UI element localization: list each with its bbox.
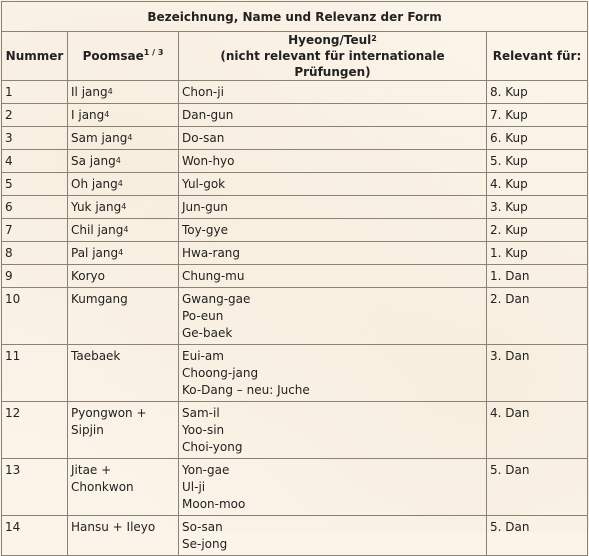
table-row bbox=[2, 402, 588, 459]
poomsae-footnote: 4 bbox=[121, 202, 127, 211]
table-row bbox=[2, 265, 588, 288]
cell-nummer: 13 bbox=[2, 459, 68, 516]
cell-poomsae bbox=[68, 242, 179, 265]
poomsae-footnote: 4 bbox=[118, 248, 124, 257]
cell-relevant: 7. Kup bbox=[487, 104, 588, 127]
cell-hyeong bbox=[179, 150, 487, 173]
cell-nummer: 6 bbox=[2, 196, 68, 219]
cell-nummer: 1 bbox=[2, 81, 68, 104]
cell-relevant: 3. Kup bbox=[487, 196, 588, 219]
poomsae-name: Sam jang bbox=[71, 131, 128, 145]
cell-hyeong bbox=[179, 402, 487, 459]
poomsae-name: Pal jang bbox=[71, 246, 119, 260]
hyeong-name: Toy-gye bbox=[182, 223, 228, 237]
cell-nummer: 14 bbox=[2, 516, 68, 556]
cell-nummer: 11 bbox=[2, 345, 68, 402]
cell-hyeong bbox=[179, 242, 487, 265]
header-relevant: Relevant für: bbox=[487, 32, 588, 81]
cell-hyeong bbox=[179, 127, 487, 150]
header-hyeong-note: (nicht relevant für internationale Prüfungen) bbox=[220, 49, 445, 79]
cell-poomsae bbox=[68, 127, 179, 150]
cell-hyeong bbox=[179, 173, 487, 196]
cell-relevant: 3. Dan bbox=[487, 345, 588, 402]
poomsae-name: Taebaek bbox=[71, 349, 121, 363]
table-row bbox=[2, 459, 588, 516]
cell-nummer: 9 bbox=[2, 265, 68, 288]
hyeong-name: So-san bbox=[182, 520, 223, 534]
hyeong-name: Do-san bbox=[182, 131, 225, 145]
cell-poomsae bbox=[68, 150, 179, 173]
hyeong-name: Yoo-sin bbox=[182, 423, 225, 437]
hyeong-name: Moon-moo bbox=[182, 497, 246, 511]
hyeong-name: Se-jong bbox=[182, 537, 228, 551]
header-hyeong-footnote: 2 bbox=[371, 34, 377, 43]
cell-poomsae bbox=[68, 345, 179, 402]
cell-nummer: 8 bbox=[2, 242, 68, 265]
poomsae-name: Koryo bbox=[71, 269, 105, 283]
cell-hyeong bbox=[179, 288, 487, 345]
cell-hyeong bbox=[179, 81, 487, 104]
cell-nummer: 2 bbox=[2, 104, 68, 127]
table-row bbox=[2, 345, 588, 402]
hyeong-name: Jun-gun bbox=[182, 200, 228, 214]
table-row bbox=[2, 127, 588, 150]
forms-table bbox=[1, 1, 588, 556]
poomsae-name: Chil jang bbox=[71, 223, 124, 237]
cell-hyeong bbox=[179, 196, 487, 219]
hyeong-name: Ge-baek bbox=[182, 326, 233, 340]
hyeong-name: Choong-jang bbox=[182, 366, 259, 380]
table-body bbox=[2, 81, 588, 556]
cell-nummer: 4 bbox=[2, 150, 68, 173]
table-row bbox=[2, 288, 588, 345]
hyeong-name: Chung-mu bbox=[182, 269, 245, 283]
header-nummer: Nummer bbox=[2, 32, 68, 81]
poomsae-footnote: 4 bbox=[107, 87, 113, 96]
table-row bbox=[2, 104, 588, 127]
hyeong-name: Chon-ji bbox=[182, 85, 224, 99]
table-row bbox=[2, 150, 588, 173]
hyeong-name: Ul-ji bbox=[182, 480, 206, 494]
cell-nummer: 12 bbox=[2, 402, 68, 459]
poomsae-name: Hansu + Ileyo bbox=[71, 520, 156, 534]
cell-nummer: 5 bbox=[2, 173, 68, 196]
poomsae-footnote: 4 bbox=[104, 110, 110, 119]
table-row bbox=[2, 173, 588, 196]
table-row bbox=[2, 196, 588, 219]
cell-poomsae bbox=[68, 196, 179, 219]
table-row bbox=[2, 81, 588, 104]
hyeong-name: Hwa-rang bbox=[182, 246, 241, 260]
hyeong-name: Gwang-gae bbox=[182, 292, 251, 306]
poomsae-name: Oh jang bbox=[71, 177, 118, 191]
cell-poomsae bbox=[68, 81, 179, 104]
header-row bbox=[2, 32, 588, 81]
hyeong-name: Ko-Dang – neu: Juche bbox=[182, 383, 310, 397]
hyeong-name: Yul-gok bbox=[182, 177, 226, 191]
poomsae-footnote: 4 bbox=[123, 225, 129, 234]
cell-nummer: 3 bbox=[2, 127, 68, 150]
hyeong-name: Po-eun bbox=[182, 309, 224, 323]
poomsae-name: Il jang bbox=[71, 85, 108, 99]
hyeong-name: Won-hyo bbox=[182, 154, 235, 168]
hyeong-name: Dan-gun bbox=[182, 108, 234, 122]
cell-relevant: 5. Kup bbox=[487, 150, 588, 173]
cell-poomsae bbox=[68, 104, 179, 127]
poomsae-footnote: 4 bbox=[127, 133, 133, 142]
hyeong-name: Choi-yong bbox=[182, 440, 243, 454]
poomsae-name: Jitae + Chonkwon bbox=[71, 463, 134, 494]
header-hyeong-label: Hyeong/Teul bbox=[288, 33, 372, 47]
cell-hyeong bbox=[179, 104, 487, 127]
cell-hyeong bbox=[179, 265, 487, 288]
poomsae-name: Yuk jang bbox=[71, 200, 122, 214]
header-poomsae-label: Poomsae bbox=[82, 49, 144, 63]
cell-hyeong bbox=[179, 219, 487, 242]
cell-hyeong bbox=[179, 516, 487, 556]
cell-relevant: 1. Kup bbox=[487, 242, 588, 265]
cell-nummer: 10 bbox=[2, 288, 68, 345]
cell-relevant: 6. Kup bbox=[487, 127, 588, 150]
poomsae-name: I jang bbox=[71, 108, 105, 122]
cell-poomsae bbox=[68, 173, 179, 196]
table-row bbox=[2, 516, 588, 556]
cell-relevant: 1. Dan bbox=[487, 265, 588, 288]
cell-relevant: 2. Kup bbox=[487, 219, 588, 242]
cell-relevant: 4. Kup bbox=[487, 173, 588, 196]
header-hyeong bbox=[179, 32, 487, 81]
cell-relevant: 5. Dan bbox=[487, 459, 588, 516]
cell-poomsae bbox=[68, 219, 179, 242]
cell-poomsae bbox=[68, 402, 179, 459]
cell-relevant: 4. Dan bbox=[487, 402, 588, 459]
table-row bbox=[2, 219, 588, 242]
table-row bbox=[2, 242, 588, 265]
header-poomsae bbox=[68, 32, 179, 81]
poomsae-footnote: 4 bbox=[115, 156, 121, 165]
poomsae-name: Pyongwon + Sipjin bbox=[71, 406, 147, 437]
hyeong-name: Yon-gae bbox=[182, 463, 230, 477]
cell-relevant: 8. Kup bbox=[487, 81, 588, 104]
cell-poomsae bbox=[68, 516, 179, 556]
hyeong-name: Sam-il bbox=[182, 406, 220, 420]
cell-relevant: 5. Dan bbox=[487, 516, 588, 556]
cell-hyeong bbox=[179, 459, 487, 516]
cell-relevant: 2. Dan bbox=[487, 288, 588, 345]
cell-nummer: 7 bbox=[2, 219, 68, 242]
poomsae-name: Kumgang bbox=[71, 292, 128, 306]
cell-poomsae bbox=[68, 459, 179, 516]
cell-poomsae bbox=[68, 265, 179, 288]
header-poomsae-footnote: 1 / 3 bbox=[143, 48, 164, 57]
cell-poomsae bbox=[68, 288, 179, 345]
table-caption: Bezeichnung, Name und Relevanz der Form bbox=[2, 2, 588, 32]
cell-hyeong bbox=[179, 345, 487, 402]
poomsae-footnote: 4 bbox=[117, 179, 123, 188]
poomsae-name: Sa jang bbox=[71, 154, 116, 168]
hyeong-name: Eui-am bbox=[182, 349, 224, 363]
